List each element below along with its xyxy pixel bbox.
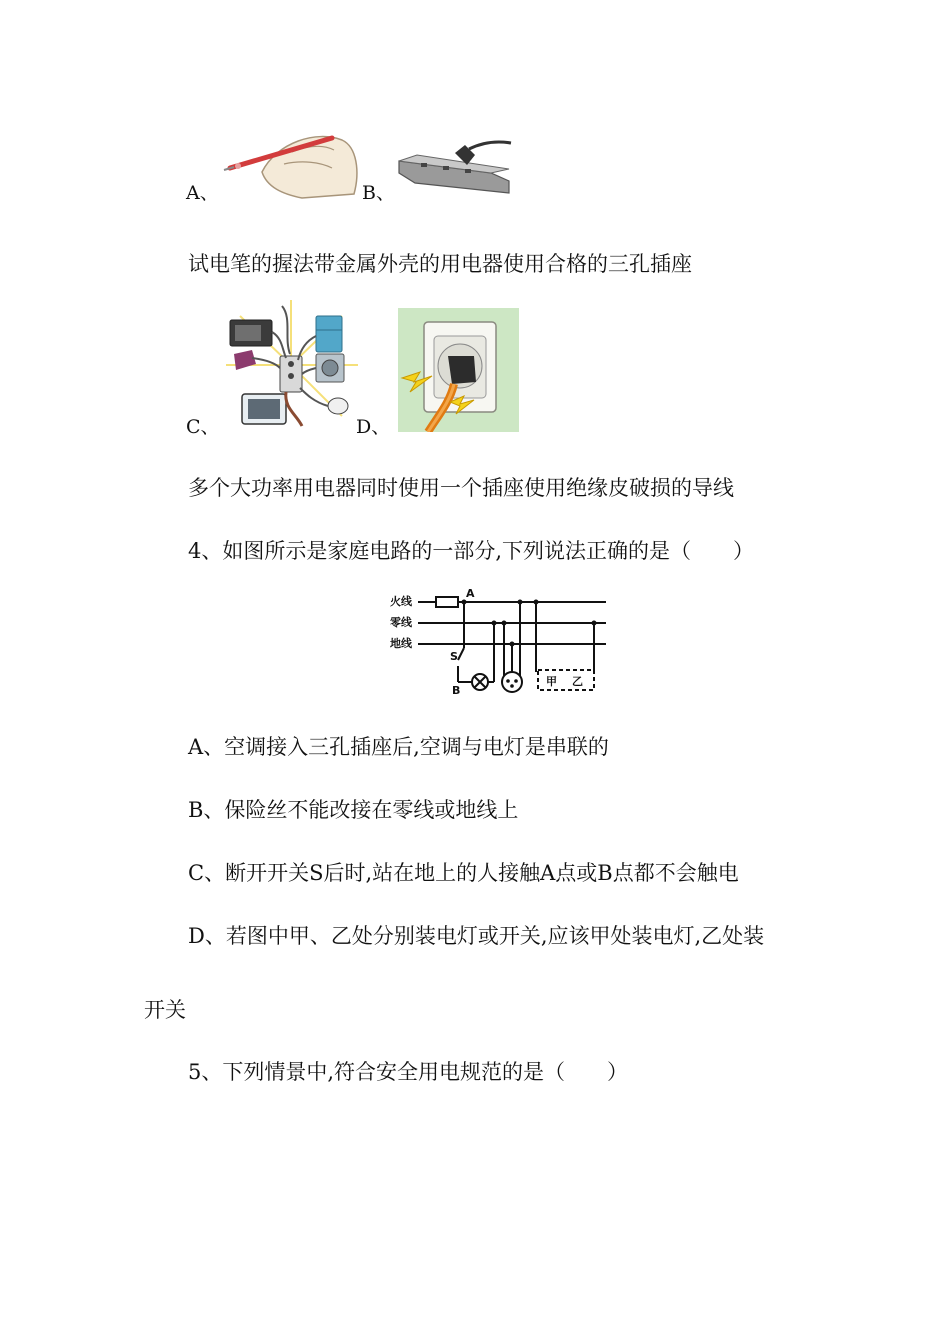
power-strip-image — [395, 135, 513, 197]
household-circuit-diagram — [388, 586, 610, 698]
question-4-option-a: A、空调接入三孔插座后,空调与电灯是串联的 — [188, 735, 609, 759]
question-4-option-d-line2: 开关 — [144, 998, 186, 1022]
fuse-symbol — [436, 597, 458, 607]
question-4-option-d-line1: D、若图中甲、乙处分别装电灯或开关,应该甲处装电灯,乙处装 — [188, 924, 765, 948]
box-yi-label: 乙 — [572, 675, 583, 688]
option-b-label: B、 — [362, 182, 395, 204]
point-b-label: B — [452, 684, 461, 697]
question-4-option-c: C、断开开关S后时,站在地上的人接触A点或B点都不会触电 — [188, 861, 739, 885]
ground-wire-label: 地线 — [390, 637, 412, 650]
question-4-stem: 4、如图所示是家庭电路的一部分,下列说法正确的是（ ） — [188, 539, 755, 563]
option-d-label: D、 — [356, 416, 391, 438]
overloaded-socket-image — [222, 298, 360, 432]
box-jia-label: 甲 — [546, 675, 557, 688]
row2-caption: 多个大功率用电器同时使用一个插座使用绝缘皮破损的导线 — [188, 476, 734, 500]
question-5-stem: 5、下列情景中,符合安全用电规范的是（ ） — [188, 1060, 629, 1084]
point-a-label: A — [466, 587, 475, 600]
option-c-label: C、 — [186, 416, 220, 438]
neutral-wire-label: 零线 — [390, 616, 412, 629]
row1-caption: 试电笔的握法带金属外壳的用电器使用合格的三孔插座 — [188, 252, 692, 276]
option-a-label: A、 — [186, 182, 219, 204]
question-4-option-b: B、保险丝不能改接在零线或地线上 — [188, 798, 519, 822]
switch-s-label: S — [450, 650, 458, 663]
damaged-wire-image — [398, 308, 519, 432]
live-wire-label: 火线 — [390, 595, 412, 608]
test-pen-grip-image — [222, 122, 362, 202]
three-hole-socket-symbol — [502, 672, 522, 692]
